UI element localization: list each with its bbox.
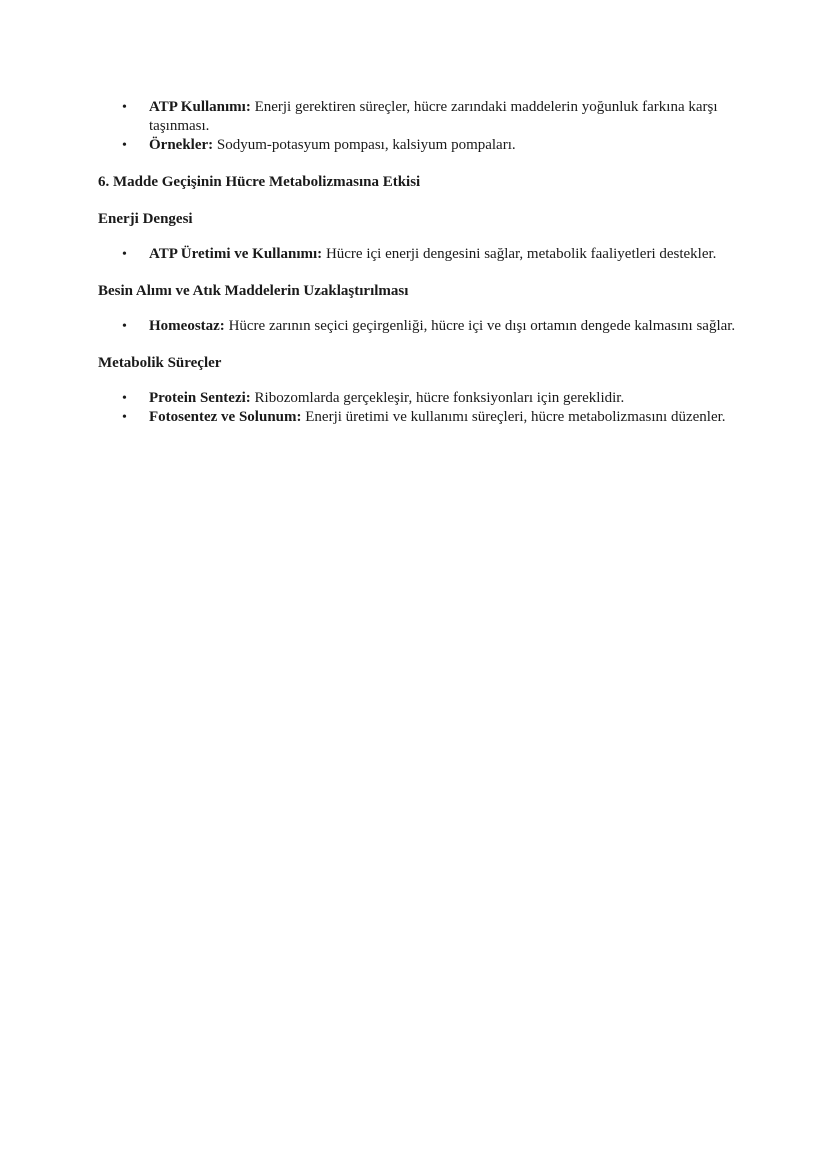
list-item-text: Hücre zarının seçici geçirgenliği, hücre içi ve dışı ortamın dengede kalmasını sağlar. [224, 318, 736, 334]
bullet-icon: • [122, 410, 127, 425]
list-item-text: Sodyum-potasyum pompası, kalsiyum pompaları. [213, 137, 516, 153]
list-item-term: ATP Kullanımı: [149, 99, 251, 115]
bullet-icon: • [122, 391, 127, 406]
list-item-term: Homeostaz: [149, 318, 225, 334]
subsection-bullet-list [98, 389, 738, 427]
document-content [98, 98, 738, 427]
section-title: 6. Madde Geçişinin Hücre Metabolizmasına Etkisi [98, 174, 421, 190]
list-item [98, 136, 738, 155]
bullet-icon: • [122, 138, 127, 153]
list-item-term: Örnekler: [149, 137, 214, 153]
bullet-icon: • [122, 319, 127, 334]
subsection-bullet-list [98, 317, 738, 336]
bullet-icon: • [122, 247, 127, 262]
list-item-text: Ribozomlarda gerçekleşir, hücre fonksiyonları için gereklidir. [250, 390, 625, 406]
list-item-text: Hücre içi enerji dengesini sağlar, metabolik faaliyetleri destekler. [322, 246, 717, 262]
list-item [98, 98, 738, 136]
subsection-heading: Besin Alımı ve Atık Maddelerin Uzaklaştırılması [98, 283, 409, 299]
intro-bullet-list [98, 98, 738, 155]
bullet-icon: • [122, 100, 127, 115]
list-item [98, 317, 738, 336]
list-item [98, 408, 738, 427]
list-item-term: ATP Üretimi ve Kullanımı: [149, 246, 323, 262]
subsection-bullet-list [98, 245, 738, 264]
subsection-heading: Metabolik Süreçler [98, 355, 222, 371]
list-item [98, 245, 738, 264]
list-item-text: Enerji gerektiren süreçler, hücre zarındaki maddelerin yoğunluk farkına karşı taşınması. [149, 99, 718, 134]
list-item-text: Enerji üretimi ve kullanımı süreçleri, hücre metabolizmasını düzenler. [301, 409, 726, 425]
list-item [98, 389, 738, 408]
list-item-term: Protein Sentezi: [149, 390, 251, 406]
subsection-heading: Enerji Dengesi [98, 211, 193, 227]
list-item-term: Fotosentez ve Solunum: [149, 409, 302, 425]
